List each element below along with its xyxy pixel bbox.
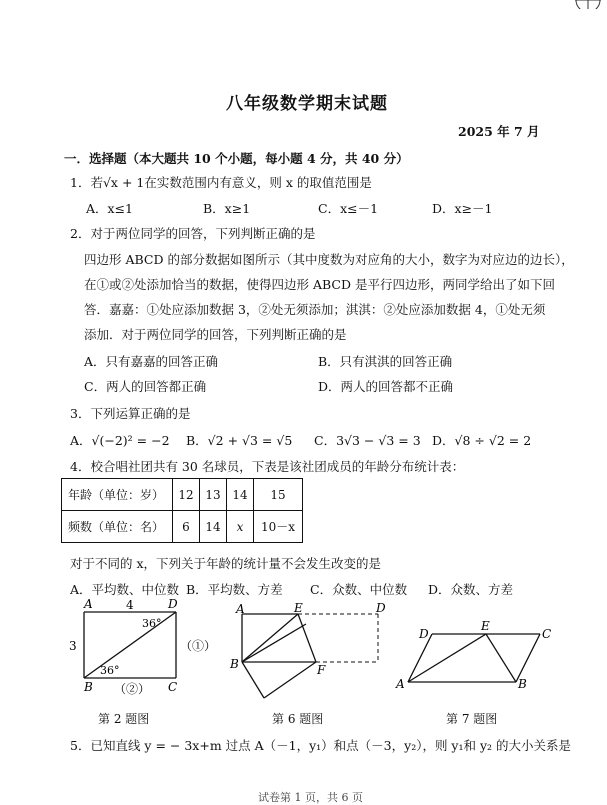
q1-option-c: C．x≤－1 <box>318 201 379 216</box>
table-row <box>62 479 303 511</box>
q1-option-d: D．x≥－1 <box>432 201 493 216</box>
side-ab-length: 3 <box>69 639 77 653</box>
vertex-d-label: D <box>419 627 429 641</box>
q3-option-a: A．√(−2)² = −2 <box>70 433 170 448</box>
vertex-a-label: A <box>396 677 405 691</box>
figure-6-folded-rectangle <box>226 602 396 706</box>
table-cell: 频数（单位：名） <box>62 511 173 543</box>
table-cell: 15 <box>254 479 303 511</box>
vertex-b-label: B <box>84 680 93 694</box>
table-cell: 年龄（单位：岁） <box>62 479 173 511</box>
q3-option-c: C．3√3 − √3 = 3 <box>314 433 421 448</box>
q2-line-5: 添加．对于两位同学的回答，下列判断正确的是 <box>84 327 347 342</box>
q1-stem: 1．若√x + 1在实数范围内有意义，则 x 的取值范围是 <box>70 175 372 190</box>
q2-line-2: 四边形 ABCD 的部分数据如图所示（其中度数为对应角的大小，数字为对应边的边长）， <box>84 252 574 267</box>
page-title: 八年级数学期末试题 <box>226 94 388 114</box>
q2-option-d: D．两人的回答都不正确 <box>318 379 454 394</box>
q2-line-4: 答．嘉嘉：①处应添加数据 3，②处无须添加；淇淇：②处应添加数据 4，①处无须 <box>84 302 546 317</box>
vertex-c-label: C <box>168 680 178 694</box>
marker-one-label: （①） <box>180 639 217 653</box>
q3-option-d: D．√8 ÷ √2 = 2 <box>432 433 532 448</box>
q4-option-b: B．平均数、方差 <box>186 582 283 597</box>
age-distribution-table <box>61 478 303 543</box>
table-cell: 14 <box>200 511 227 543</box>
vertex-d-label: D <box>376 602 386 615</box>
vertex-e-label: E <box>481 619 490 633</box>
vertex-d-label: D <box>168 597 178 611</box>
q4-option-d: D．众数、方差 <box>428 582 514 597</box>
q2-line-1: 2．对于两位同学的回答，下列判断正确的是 <box>70 226 316 241</box>
table-cell: x <box>227 511 254 543</box>
q2-option-b: B．只有淇淇的回答正确 <box>318 354 453 369</box>
q4-option-a: A．平均数、中位数 <box>70 582 180 597</box>
vertex-f-label: F <box>317 663 326 677</box>
q4-option-c: C．众数、中位数 <box>310 582 408 597</box>
vertex-b-label: B <box>518 677 527 691</box>
vertex-c-label: C <box>542 627 552 641</box>
marker-two-label: （②） <box>114 682 151 696</box>
q1-option-a: A．x≤1 <box>86 201 134 216</box>
q2-option-a: A．只有嘉嘉的回答正确 <box>84 354 219 369</box>
side-ad-length: 4 <box>126 598 134 612</box>
page-footer: 试卷第 1 页，共 6 页 <box>258 791 363 804</box>
angle-label-top: 36° <box>142 617 162 630</box>
table-cell: 6 <box>173 511 200 543</box>
vertex-b-label: B <box>230 657 239 671</box>
table-cell: 10－x <box>254 511 303 543</box>
q4-after-table: 对于不同的 x，下列关于年龄的统计量不会发生改变的是 <box>70 556 382 571</box>
corner-mark-icon <box>575 0 601 9</box>
q3-option-b: B．√2 + √3 = √5 <box>186 433 293 448</box>
q4-stem: 4．校合唱社团共有 30 名球员，下表是该社团成员的年龄分布统计表： <box>70 459 465 474</box>
q3-stem: 3．下列运算正确的是 <box>70 406 191 421</box>
q5-stem: 5．已知直线 y = − 3x+m 过点 A（－1，y₁）和点（－3，y₂），则 y₁和 y₂ 的大小关系是 <box>70 738 572 753</box>
table-cell: 12 <box>173 479 200 511</box>
vertex-e-label: E <box>294 602 303 615</box>
vertex-a-label: A <box>236 602 245 616</box>
q1-option-b: B．x≥1 <box>203 201 251 216</box>
q2-option-c: C．两人的回答都正确 <box>84 379 207 394</box>
figure-2-quadrilateral <box>56 596 226 712</box>
table-cell: 14 <box>227 479 254 511</box>
table-cell: 13 <box>200 479 227 511</box>
q2-line-3: 在①或②处添加恰当的数据，使得四边形 ABCD 是平行四边形，两同学给出了如下回 <box>84 277 555 292</box>
table-row <box>62 511 303 543</box>
figure-6-caption: 第 6 题图 <box>272 712 324 726</box>
figure-2-caption: 第 2 题图 <box>98 712 150 726</box>
figure-7-caption: 第 7 题图 <box>446 712 498 726</box>
vertex-a-label: A <box>84 597 93 611</box>
angle-label-bottom: 36° <box>100 664 120 677</box>
exam-date: 2025 年 7 月 <box>458 124 540 139</box>
figure-7-parallelogram <box>392 618 562 698</box>
section-heading: 一．选择题（本大题共 10 个小题，每小题 4 分，共 40 分） <box>64 151 409 166</box>
